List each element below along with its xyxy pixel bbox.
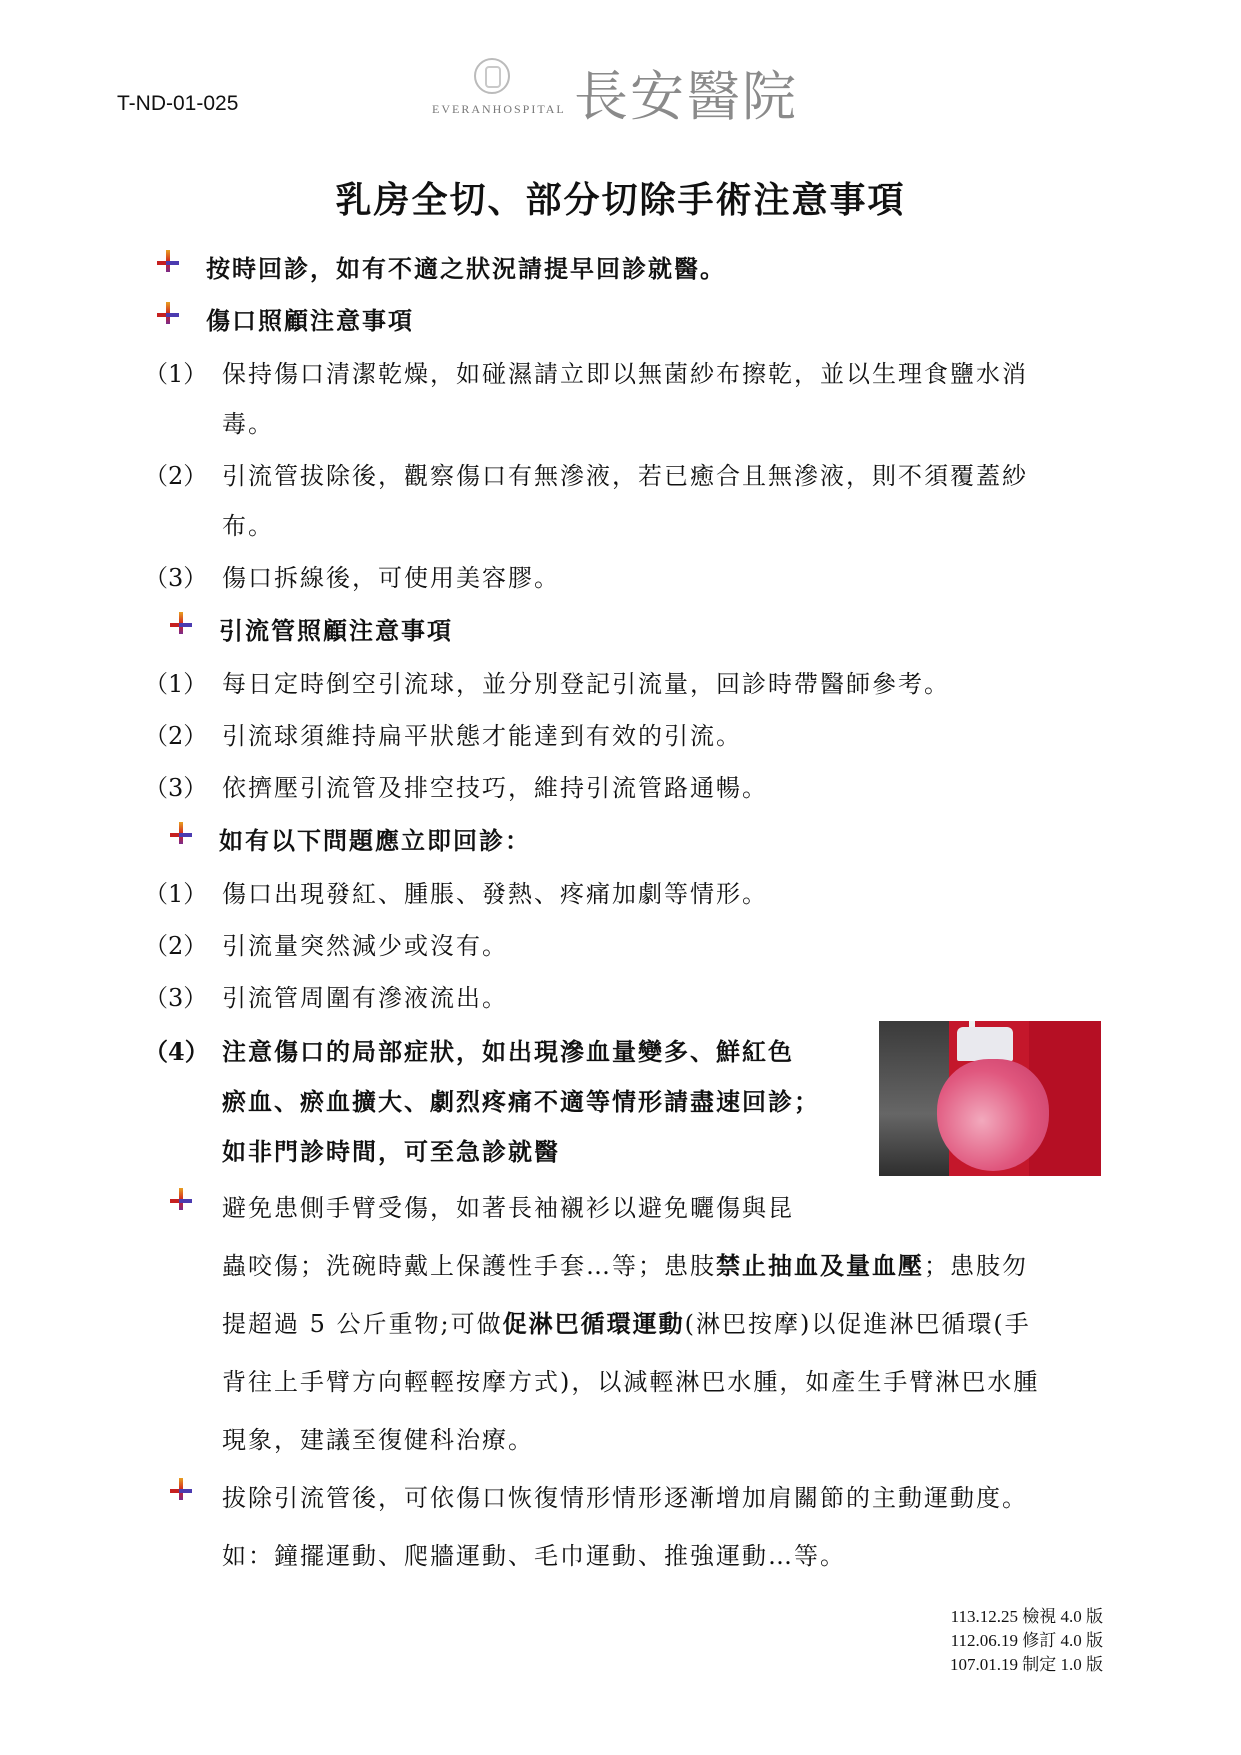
drain-care-heading: 引流管照顧注意事項 (219, 616, 453, 645)
logo-chinese-name: 長安醫院 (574, 65, 798, 128)
arm-care-line (222, 1304, 1031, 1339)
hospital-logo (432, 54, 832, 128)
arm-care-text: (淋巴按摩)以促進淋巴循環(手 (684, 1310, 1031, 1338)
arm-care-line (222, 1246, 1028, 1281)
version-note: 112.06.19 修訂 4.0 版 (950, 1631, 1103, 1650)
arm-care-text: 蟲咬傷；洗碗時戴上保護性手套…等；患肢 (222, 1252, 716, 1280)
document-code: T-ND-01-025 (117, 92, 239, 115)
list-number: （3） (144, 984, 208, 1012)
exercise-line: 拔除引流管後，可依傷口恢復情形情形逐漸增加肩關節的主動運動度。 (222, 1484, 1028, 1512)
return-item-4: 注意傷口的局部症狀，如出現滲血量變多、鮮紅色 (222, 1037, 794, 1066)
wound-item-3: 傷口拆線後，可使用美容膠。 (222, 564, 560, 592)
version-note: 113.12.25 檢視 4.0 版 (950, 1607, 1103, 1626)
drain-item-2: 引流球須維持扁平狀態才能達到有效的引流。 (222, 722, 742, 750)
arm-care-line: 背往上手臂方向輕輕按摩方式)，以減輕淋巴水腫，如產生手臂淋巴水腫 (222, 1368, 1040, 1396)
wound-care-heading: 傷口照顧注意事項 (206, 306, 414, 335)
wound-item-1: 保持傷口清潔乾燥，如碰濕請立即以無菌紗布擦乾，並以生理食鹽水消 (222, 360, 1028, 388)
list-number: （2） (144, 462, 208, 490)
return-item-3: 引流管周圍有滲液流出。 (222, 984, 508, 1012)
drain-item-3: 依擠壓引流管及排空技巧，維持引流管路通暢。 (222, 774, 768, 802)
revisit-notice: 按時回診，如有不適之狀況請提早回診就醫。 (206, 254, 726, 283)
list-number: （2） (144, 722, 208, 750)
return-item-4-cont: 如非門診時間，可至急診就醫 (222, 1137, 560, 1166)
hospital-emblem-icon (474, 58, 510, 94)
list-number: （1） (144, 670, 208, 698)
drain-item-1: 每日定時倒空引流球，並分別登記引流量，回診時帶醫師參考。 (222, 670, 950, 698)
logo-english-name: EVERANHOSPITAL (432, 102, 566, 116)
wound-item-2-cont: 布。 (222, 512, 274, 540)
bullet-plus-icon (157, 250, 179, 272)
arm-care-line: 避免患側手臂受傷，如著長袖襯衫以避免曬傷與昆 (222, 1194, 794, 1222)
list-number: （3） (144, 774, 208, 802)
document-title: 乳房全切、部分切除手術注意事項 (335, 179, 906, 221)
bullet-plus-icon (170, 612, 192, 634)
return-item-4-cont: 瘀血、瘀血擴大、劇烈疼痛不適等情形請盡速回診； (222, 1087, 820, 1116)
drainage-bulb-photo (879, 1021, 1101, 1176)
arm-care-emphasis: 促淋巴循環運動 (502, 1309, 685, 1338)
exercise-line: 如：鐘擺運動、爬牆運動、毛巾運動、推強運動…等。 (222, 1542, 846, 1570)
arm-care-text: ；患肢勿 (924, 1252, 1028, 1280)
list-number: （2） (144, 932, 208, 960)
bullet-plus-icon (170, 1478, 192, 1500)
return-item-2: 引流量突然減少或沒有。 (222, 932, 508, 960)
bullet-plus-icon (170, 822, 192, 844)
arm-care-line: 現象，建議至復健科治療。 (222, 1426, 534, 1454)
wound-item-2: 引流管拔除後，觀察傷口有無滲液，若已癒合且無滲液，則不須覆蓋紗 (222, 462, 1028, 490)
bullet-plus-icon (157, 302, 179, 324)
bullet-plus-icon (170, 1188, 192, 1210)
list-number: （4） (144, 1037, 209, 1066)
list-number: （1） (144, 880, 208, 908)
list-number: （3） (144, 564, 208, 592)
arm-care-emphasis: 禁止抽血及量血壓 (716, 1251, 924, 1280)
wound-item-1-cont: 毒。 (222, 410, 274, 438)
version-note: 107.01.19 制定 1.0 版 (950, 1655, 1103, 1674)
list-number: （1） (144, 360, 208, 388)
arm-care-text: 提超過 5 公斤重物;可做 (222, 1310, 503, 1338)
return-heading: 如有以下問題應立即回診： (219, 826, 531, 855)
return-item-1: 傷口出現發紅、腫脹、發熱、疼痛加劇等情形。 (222, 880, 768, 908)
